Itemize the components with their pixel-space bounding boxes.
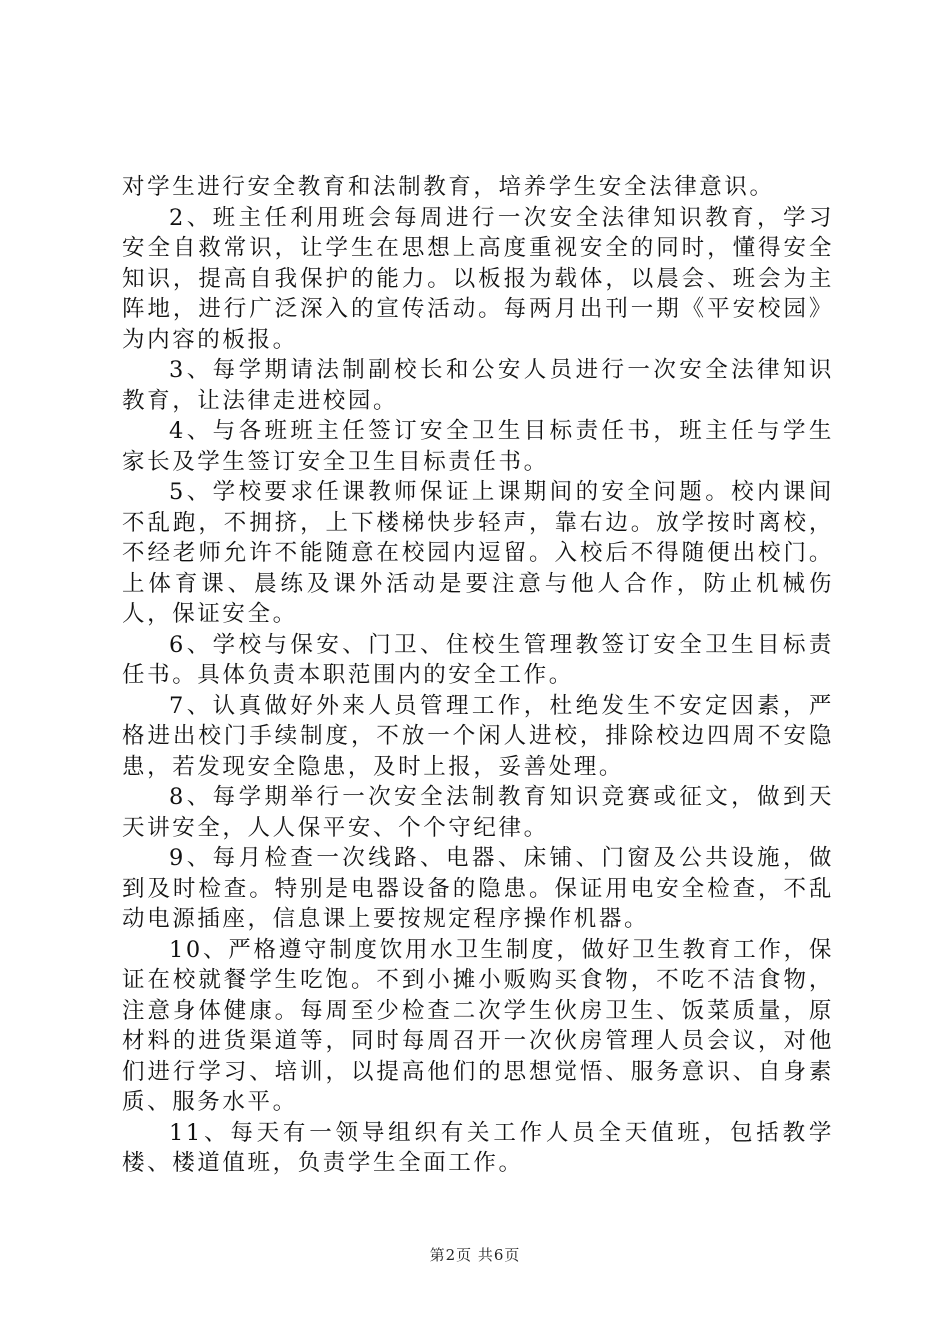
paragraph-item-5: 5、学校要求任课教师保证上课期间的安全问题。校内课间不乱跑，不拥挤，上下楼梯快步轻声，靠右边。放学按时离校，不经老师允许不能随意在校园内逗留。入校后不得随便出校门。上体育课、晨练及课外活动是要注意与他人合作，防止机械伤人，保证安全。 [122,479,834,627]
paragraph-item-3: 3、每学期请法制副校长和公安人员进行一次安全法律知识教育，让法律走进校园。 [122,357,834,414]
paragraph-item-4: 4、与各班班主任签订安全卫生目标责任书，班主任与学生家长及学生签订安全卫生目标责任书。 [122,418,834,475]
paragraph-item-8: 8、每学期举行一次安全法制教育知识竞赛或征文，做到天天讲安全，人人保平安、个个守纪律。 [122,784,834,841]
document-body [122,172,834,1179]
paragraph-item-7: 7、认真做好外来人员管理工作，杜绝发生不安定因素，严格进出校门手续制度，不放一个闲人进校，排除校边四周不安隐患，若发现安全隐患，及时上报，妥善处理。 [122,692,834,780]
page-number-footer: 第2页 共6页 [429,1246,521,1264]
paragraph-item-11: 11、每天有一领导组织有关工作人员全天值班，包括教学楼、楼道值班，负责学生全面工作。 [122,1119,834,1176]
paragraph-item-2: 2、班主任利用班会每周进行一次安全法律知识教育，学习安全自救常识，让学生在思想上高度重视安全的同时，懂得安全知识，提高自我保护的能力。以板报为载体，以晨会、班会为主阵地，进行广泛深入的宣传活动。每两月出刊一期《平安校园》为内容的板报。 [122,204,834,353]
paragraph-item-10: 10、严格遵守制度饮用水卫生制度，做好卫生教育工作，保证在校就餐学生吃饱。不到小摊小贩购买食物，不吃不洁食物，注意身体健康。每周至少检查二次学生伙房卫生、饭菜质量，原材料的进货渠道等，同时每周召开一次伙房管理人员会议，对他们进行学习、培训，以提高他们的思想觉悟、服务意识、自身素质、服务水平。 [122,936,834,1115]
paragraph-item-9: 9、每月检查一次线路、电器、床铺、门窗及公共设施，做到及时检查。特别是电器设备的隐患。保证用电安全检查，不乱动电源插座，信息课上要按规定程序操作机器。 [122,845,834,932]
paragraph-continuation: 对学生进行安全教育和法制教育，培养学生安全法律意识。 [122,174,775,200]
paragraph-item-6: 6、学校与保安、门卫、住校生管理教签订安全卫生目标责任书。具体负责本职范围内的安全工作。 [122,631,834,688]
